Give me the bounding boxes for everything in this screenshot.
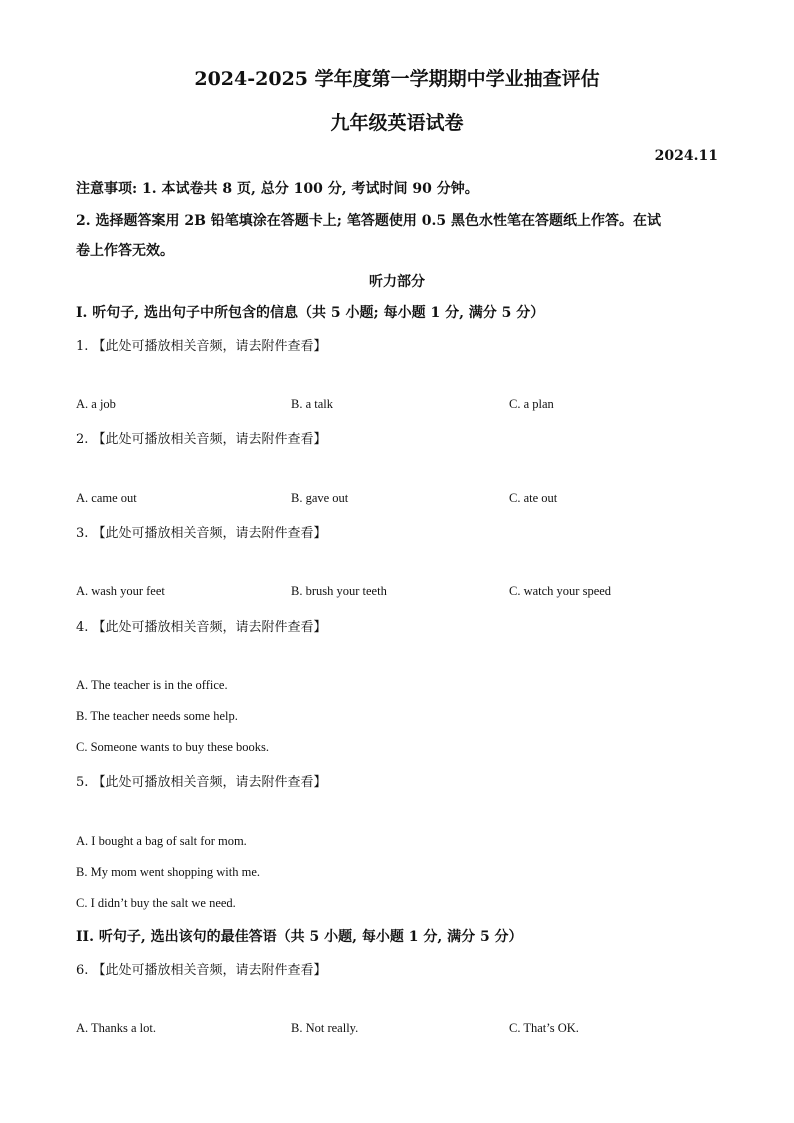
question-5-option-a: A. I bought a bag of salt for mom. (76, 834, 247, 848)
section-title: 听力部分 (369, 274, 425, 290)
question-3-option-b: B. brush your teeth (291, 584, 387, 598)
question-1-option-a: A. a job (76, 397, 116, 411)
part-2-heading: II. 听句子, 选出该句的最佳答语（共 5 小题, 每小题 1 分, 满分 5 分） (76, 929, 523, 945)
question-6-option-b: B. Not really. (291, 1021, 359, 1035)
question-6-option-a: A. Thanks a lot. (76, 1021, 156, 1035)
question-4-option-c: C. Someone wants to buy these books. (76, 740, 270, 754)
question-3-option-a: A. wash your feet (76, 584, 165, 598)
question-6-stem: 6. 【此处可播放相关音频，请去附件查看】 (76, 963, 327, 978)
question-4-stem: 4. 【此处可播放相关音频，请去附件查看】 (76, 620, 327, 635)
exam-title: 2024-2025 学年度第一学期期中学业抽查评估 (194, 68, 600, 90)
question-5-option-b: B. My mom went shopping with me. (76, 865, 261, 879)
part-1-heading: I. 听句子, 选出句子中所包含的信息（共 5 小题; 每小题 1 分, 满分 5 分） (76, 305, 545, 321)
question-4-option-a: A. The teacher is in the office. (76, 678, 228, 692)
question-2-stem: 2. 【此处可播放相关音频，请去附件查看】 (76, 432, 327, 447)
question-3-option-c: C. watch your speed (509, 584, 612, 598)
question-2-option-a: A. came out (76, 491, 137, 505)
question-1-stem: 1. 【此处可播放相关音频，请去附件查看】 (76, 339, 327, 354)
notes-line-3: 卷上作答无效。 (76, 243, 174, 259)
question-2-option-c: C. ate out (509, 491, 558, 505)
question-6-option-c: C. That’s OK. (509, 1021, 579, 1035)
question-3-stem: 3. 【此处可播放相关音频，请去附件查看】 (76, 526, 327, 541)
question-4-option-b: B. The teacher needs some help. (76, 709, 238, 723)
notes-line-1: 注意事项: 1. 本试卷共 8 页, 总分 100 分, 考试时间 90 分钟。 (76, 181, 479, 197)
question-2-option-b: B. gave out (291, 491, 349, 505)
question-1-option-c: C. a plan (509, 397, 554, 411)
notes-line-2: 2. 选择题答案用 2B 铅笔填涂在答题卡上; 笔答题使用 0.5 黑色水性笔在答题纸上作答。在试 (76, 213, 661, 229)
question-5-stem: 5. 【此处可播放相关音频，请去附件查看】 (76, 775, 327, 790)
question-5-option-c: C. I didn’t buy the salt we need. (76, 896, 236, 910)
exam-subtitle: 九年级英语试卷 (330, 112, 464, 134)
exam-date: 2024.11 (654, 148, 718, 164)
question-1-option-b: B. a talk (291, 397, 334, 411)
